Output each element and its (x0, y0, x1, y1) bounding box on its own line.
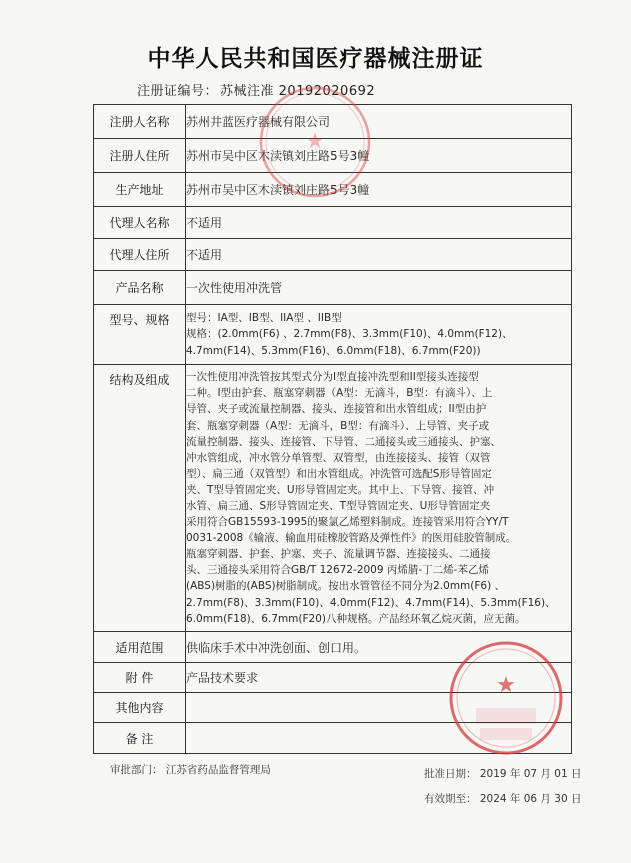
certificate-table (93, 104, 572, 754)
value-model-spec (186, 305, 572, 365)
label-agent-name: 代理人名称 (94, 207, 186, 239)
value-attachment: 产品技术要求 (186, 663, 572, 693)
structure-line: 导管、夹子或流量控制器、接头、连接管和出水管组成；II型由护 (186, 403, 487, 416)
row-remarks (94, 723, 572, 754)
row-agent-address (94, 239, 572, 271)
structure-line: 夹、T型导管固定夹、U形导管固定夹。其中上、下导管、接管、冲 (186, 483, 495, 496)
structure-line: (ABS)树脂的(ABS)树脂制成。按出水管管径不同分为2.0mm(F6) 、 (186, 580, 506, 593)
label-remarks: 备 注 (94, 723, 186, 754)
value-other (186, 693, 572, 723)
row-attachment (94, 663, 572, 693)
structure-line: 一次性使用冲洗管按其型式分为I型直接冲洗型和II型接头连接型 (186, 371, 479, 384)
label-model-spec: 型号、规格 (94, 305, 186, 365)
row-production-address (94, 173, 572, 207)
approval-department: 审批部门： 江苏省药品监督管理局 (110, 764, 271, 776)
registration-number-label: 注册证编号： (137, 84, 219, 99)
registration-number (137, 80, 375, 99)
label-structure: 结构及组成 (94, 365, 186, 632)
row-agent-name (94, 207, 572, 239)
row-registrant-address (94, 139, 572, 173)
row-product-name (94, 271, 572, 305)
structure-line: 型）、扁三通（双管型）和出水管组成。冲洗管可选配S形导管固定 (186, 467, 492, 480)
label-product-name: 产品名称 (94, 271, 186, 305)
structure-line: 二种。I型由护套、瓶塞穿刺器（A型：无滴斗，B型：有滴斗）、上 (186, 387, 493, 400)
structure-line: 采用符合GB15593-1995的聚氯乙烯塑料制成。连接管采用符合YY/T (186, 516, 509, 529)
structure-line: 流量控制器、接头、连接管、下导管、二通接头或三通接头、护塞、 (186, 435, 501, 448)
model-spec-line: 型号：IA型、IB型、IIA型 、IIB型 (186, 312, 342, 325)
label-registrant-address: 注册人住所 (94, 139, 186, 173)
row-model-spec (94, 305, 572, 365)
label-scope: 适用范围 (94, 632, 186, 663)
value-structure (186, 365, 572, 632)
row-scope (94, 632, 572, 663)
structure-line: 2.7mm(F8)、3.3mm(F10)、4.0mm(F12)、4.7mm(F14)、5.3mm(F16)、 (186, 596, 556, 609)
svg-text:★: ★ (305, 129, 325, 154)
value-registrant-name: 苏州井蓝医疗器械有限公司 (186, 105, 572, 139)
structure-line: 头、三通接头采用符合GB/T 12672-2009 丙烯腈-丁二烯-苯乙烯 (186, 564, 489, 577)
label-other: 其他内容 (94, 693, 186, 723)
label-agent-address: 代理人住所 (94, 239, 186, 271)
structure-line: 6.0mm(F18)、6.7mm(F20)八种规格。产品经环氧乙烷灭菌，应无菌。 (186, 612, 526, 625)
value-product-name: 一次性使用冲洗管 (186, 271, 572, 305)
structure-line: 水管、扁三通、S形导管固定夹、T型导管固定夹、U形导管固定夹 (186, 500, 491, 512)
value-production-address: 苏州市吴中区木渎镇刘庄路5号3幢 (186, 173, 572, 207)
structure-line: 瓶塞穿刺器、护套、护塞、夹子、流量调节器、连接接头、二通接 (186, 548, 491, 561)
svg-text:★: ★ (496, 673, 516, 698)
registration-number-value: 苏械注准 20192020692 (220, 84, 376, 99)
label-production-address: 生产地址 (94, 173, 186, 207)
model-spec-line: 规格：(2.0mm(F6) 、2.7mm(F8)、3.3mm(F10)、4.0mm(F12)、 (186, 328, 513, 341)
label-registrant-name: 注册人名称 (94, 105, 186, 139)
model-spec-line: 4.7mm(F14)、5.3mm(F16)、6.0mm(F18)、6.7mm(F20)) (186, 344, 481, 357)
approval-date: 批准日期： 2019 年 07 月 01 日 (424, 768, 582, 780)
expiry-date: 有效期至： 2024 年 06 月 30 日 (424, 793, 582, 805)
value-scope: 供临床手术中冲洗创面、创口用。 (186, 632, 572, 663)
label-attachment: 附 件 (94, 663, 186, 693)
value-agent-address: 不适用 (186, 239, 572, 271)
row-other (94, 693, 572, 723)
value-registrant-address: 苏州市吴中区木渎镇刘庄路5号3幢 (186, 139, 572, 173)
certificate-title: 中华人民共和国医疗器械注册证 (147, 46, 484, 72)
value-agent-name: 不适用 (186, 207, 572, 239)
structure-line: 套、瓶塞穿刺器（A型：无滴斗，B型：有滴斗）、上导管、夹子或 (186, 419, 490, 432)
row-registrant-name (94, 105, 572, 139)
value-remarks (186, 723, 572, 754)
structure-line: 0031-2008《输液、输血用硅橡胶管路及弹性件》的医用硅胶管制成。 (186, 532, 517, 545)
structure-line: 冲水管组成，冲水管分单管型、双管型，由连接接头、接管（双管 (186, 451, 491, 464)
row-structure (94, 365, 572, 632)
